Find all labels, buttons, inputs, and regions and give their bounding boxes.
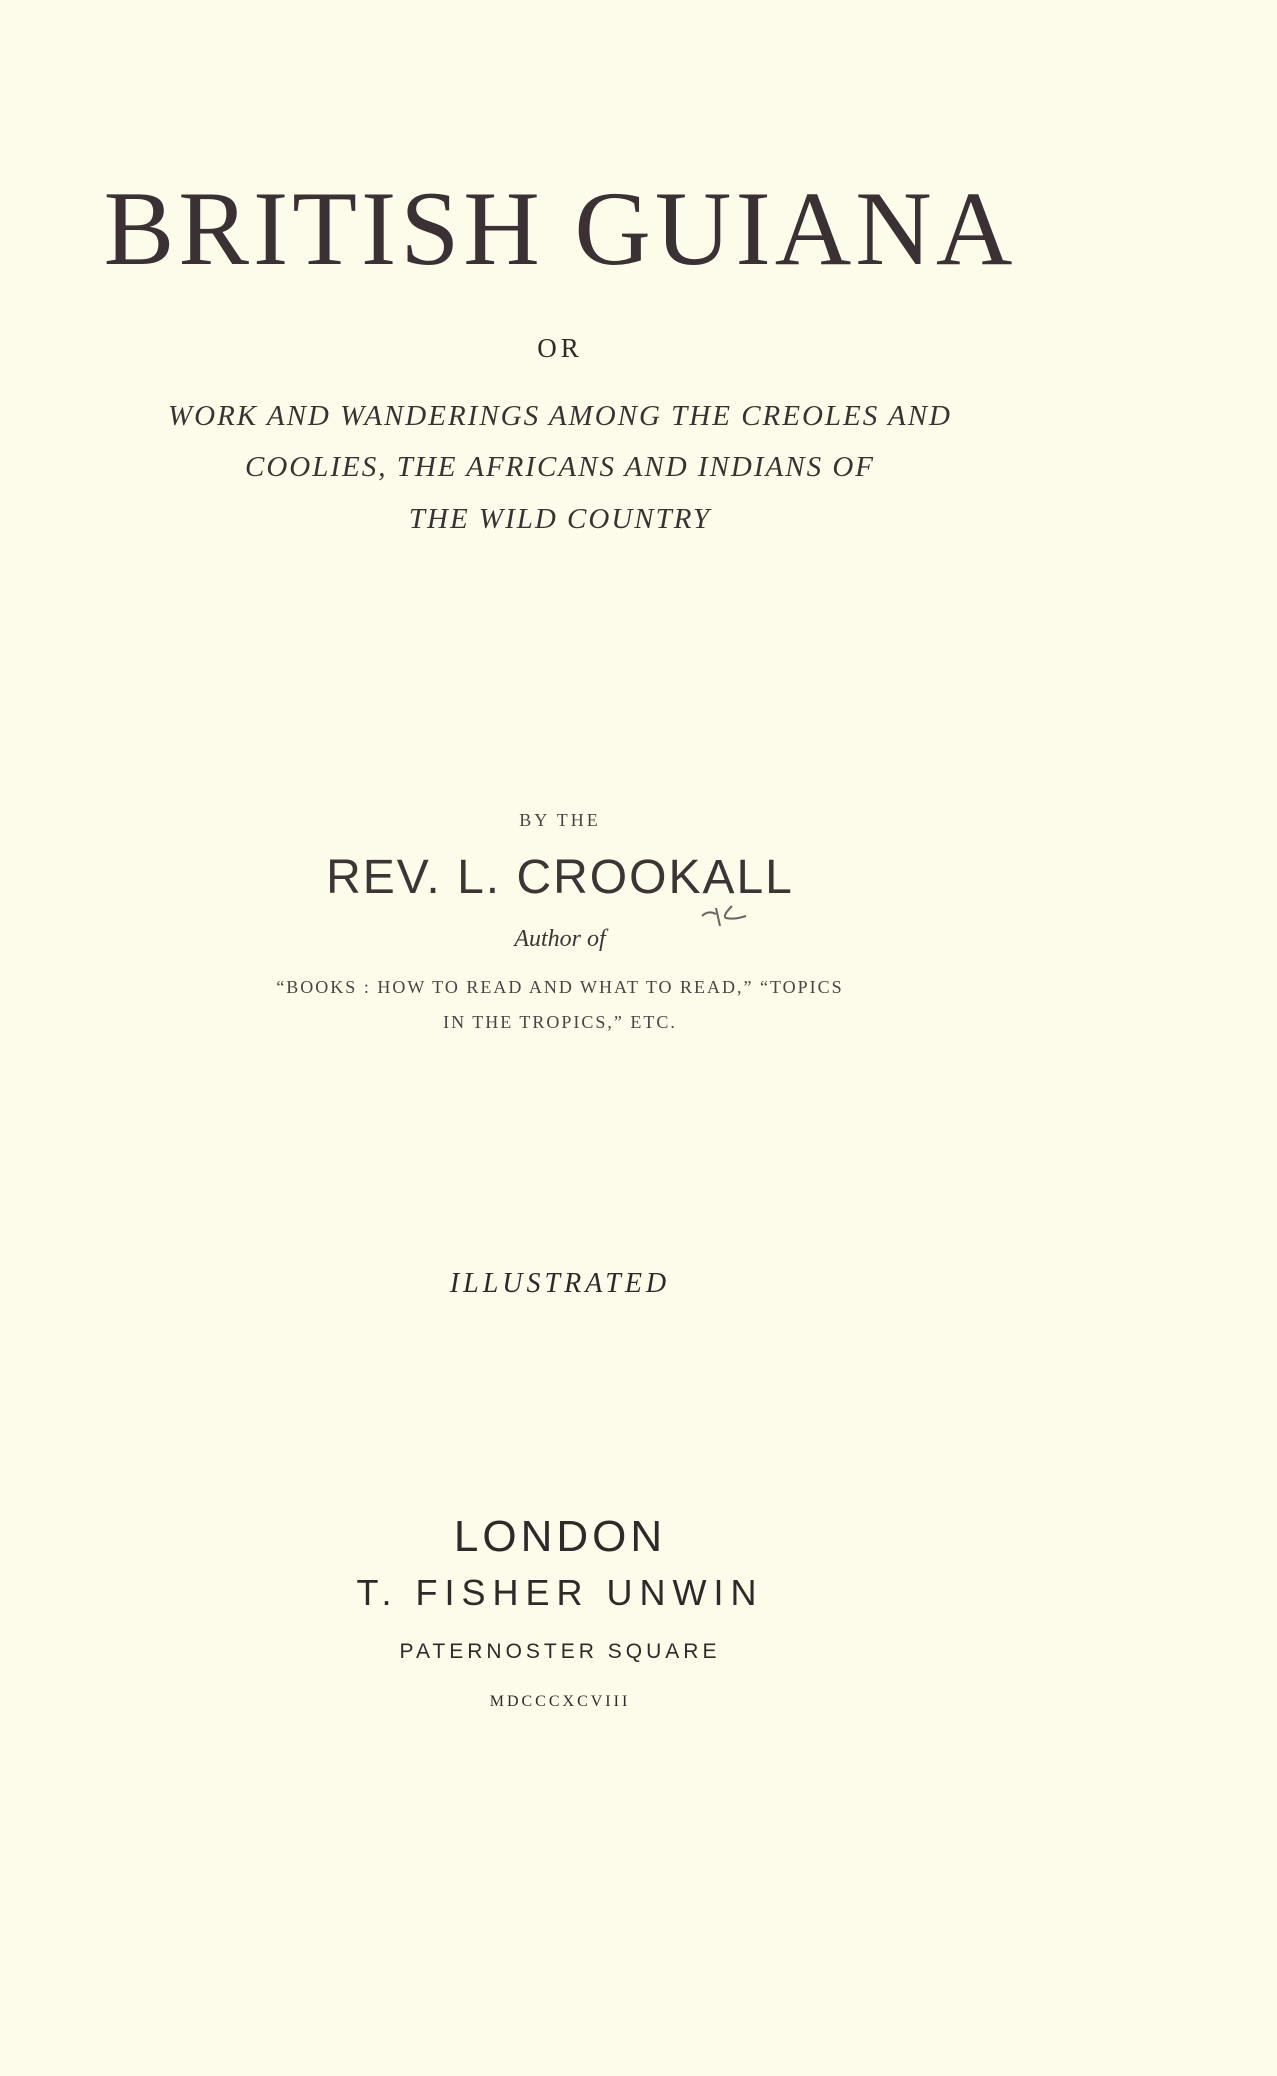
imprint-date: MDCCCXCVIII bbox=[489, 1693, 631, 1710]
author-name: REV. L. CROOKALL bbox=[326, 851, 794, 904]
imprint-city: LONDON bbox=[453, 1512, 667, 1561]
author-of-label: Author of bbox=[514, 926, 606, 952]
title-conjunction: OR bbox=[537, 333, 583, 363]
imprint-publisher: T. FISHER UNWIN bbox=[356, 1572, 764, 1613]
subtitle-line-2: COOLIES, THE AFRICANS AND INDIANS OF bbox=[245, 451, 875, 483]
pencil-mark-icon bbox=[698, 902, 758, 936]
imprint-address: PATERNOSTER SQUARE bbox=[399, 1640, 721, 1663]
illustrated-note: ILLUSTRATED bbox=[449, 1268, 671, 1299]
previous-works-line-1: “BOOKS : HOW TO READ AND WHAT TO READ,” “TOPICS bbox=[276, 977, 844, 997]
subtitle-line-1: WORK AND WANDERINGS AMONG THE CREOLES AND bbox=[167, 400, 953, 432]
previous-works-line-2: IN THE TROPICS,” ETC. bbox=[443, 1012, 677, 1032]
subtitle-line-3: THE WILD COUNTRY bbox=[408, 503, 712, 535]
byline-prefix: BY THE bbox=[519, 810, 601, 830]
book-title: BRITISH GUIANA bbox=[103, 170, 1017, 287]
